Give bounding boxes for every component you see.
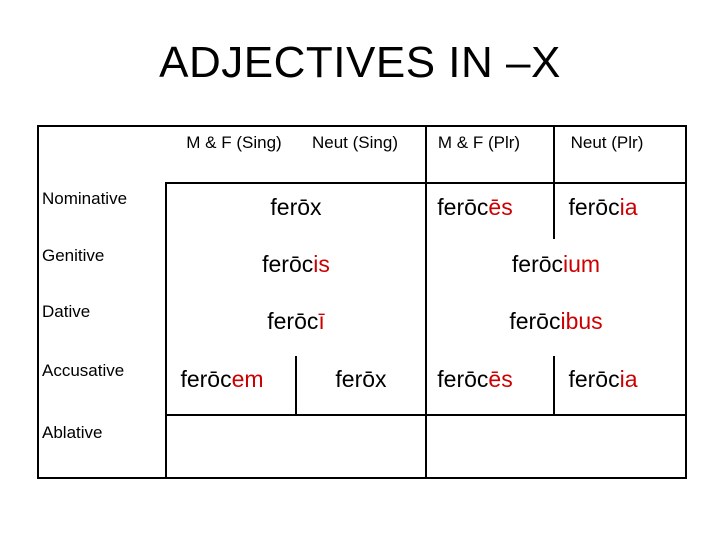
row-label-dative: Dative [42, 302, 91, 321]
table-border-right [685, 125, 687, 479]
header-mf-plr: M & F (Plr) [437, 133, 521, 152]
form-ending: ibus [560, 307, 603, 334]
ablative-sing-empty-cell [167, 416, 425, 476]
form-ending: ēs [488, 193, 513, 220]
header-mf-sing: M & F (Sing) [186, 133, 282, 152]
form-nom-sing [167, 182, 425, 232]
form-stem: ferōc [568, 193, 620, 220]
form-acc-mf-plr [427, 354, 523, 404]
table-border-top [37, 125, 685, 127]
header-neut-sing: Neut (Sing) [312, 133, 398, 152]
form-acc-neut-plr [555, 354, 651, 404]
form-stem: ferōx [270, 193, 322, 220]
form-stem: ferōc [180, 365, 232, 392]
form-stem: ferōx [335, 365, 387, 392]
form-gen-plr [427, 239, 685, 289]
form-stem: ferōc [511, 250, 564, 277]
form-ending: ī [318, 307, 325, 334]
form-stem: ferōc [262, 250, 314, 277]
table-border-bottom [37, 477, 685, 479]
slide-title: ADJECTIVES IN –X [159, 38, 561, 87]
form-dat-plr [427, 296, 685, 346]
row-label-ablative: Ablative [42, 423, 103, 442]
table-rule-acc-sing [295, 356, 297, 414]
form-acc-mf-sing [167, 354, 277, 404]
form-stem: ferōc [568, 365, 620, 392]
form-ending: ium [563, 250, 601, 277]
header-neut-plr: Neut (Plr) [570, 133, 644, 152]
form-nom-mf-plr [427, 182, 523, 232]
ablative-plr-empty-cell [427, 416, 685, 476]
form-ending: ia [619, 365, 638, 392]
form-ending: ia [619, 193, 638, 220]
row-label-genitive: Genitive [42, 246, 105, 265]
form-ending: em [231, 365, 264, 392]
form-stem: ferōc [267, 307, 319, 334]
form-stem: ferōc [437, 365, 489, 392]
table-border-left [37, 125, 39, 479]
form-stem: ferōc [509, 307, 561, 334]
form-gen-sing [167, 239, 425, 289]
form-acc-neut-sing [313, 354, 409, 404]
row-label-accusative: Accusative [42, 361, 125, 380]
form-nom-neut-plr [555, 182, 651, 232]
form-ending: ēs [488, 365, 513, 392]
row-label-nominative: Nominative [42, 189, 128, 208]
form-ending: is [313, 250, 330, 277]
form-stem: ferōc [437, 193, 489, 220]
form-dat-sing [167, 296, 425, 346]
